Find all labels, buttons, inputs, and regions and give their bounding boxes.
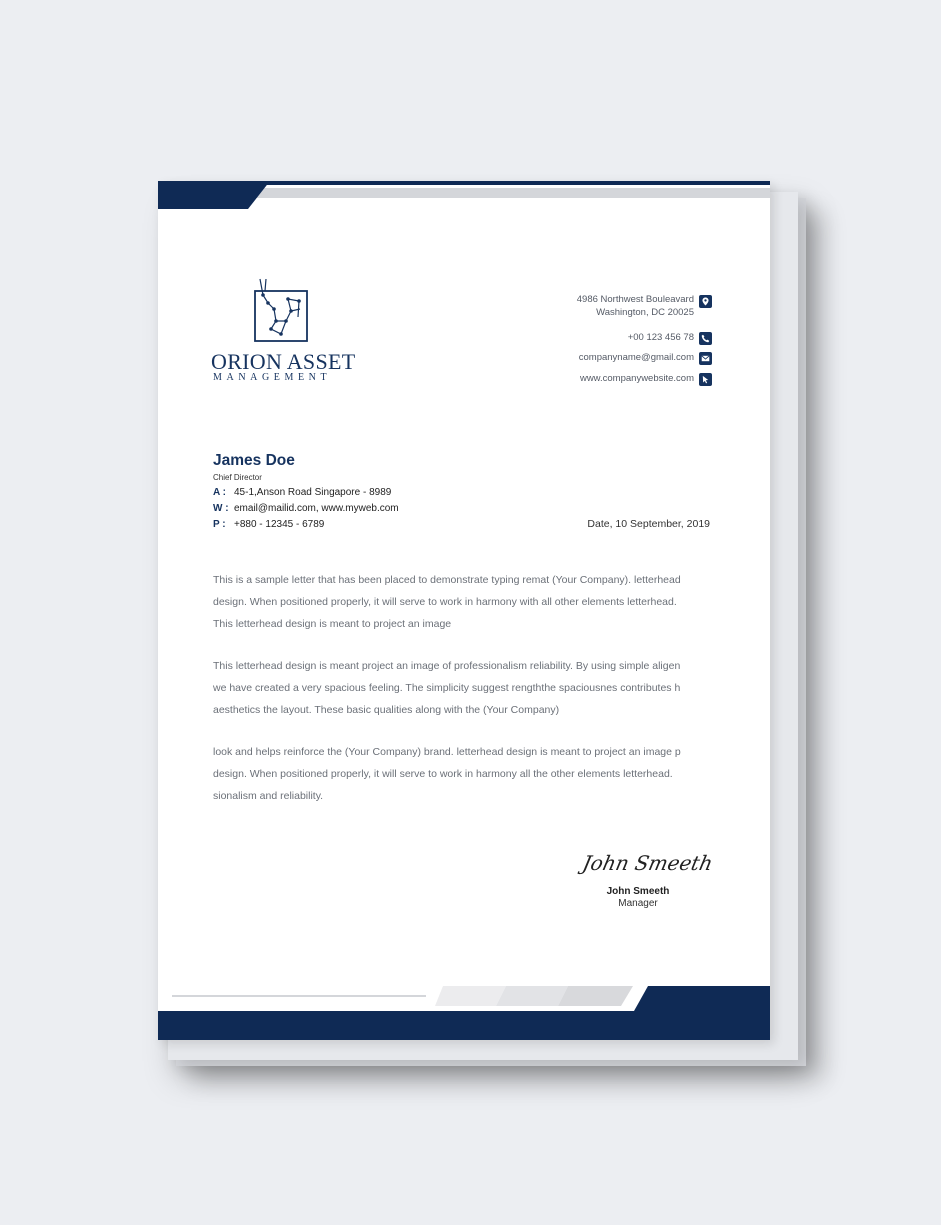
letter-date: Date, 10 September, 2019: [587, 518, 710, 530]
cursor-icon: [699, 373, 712, 386]
email-address[interactable]: companyname@gmail.com: [578, 352, 694, 363]
address-line-1: 4986 Northwest Bouleavard: [576, 294, 694, 305]
address-label: A :: [213, 487, 226, 498]
recipient-name: James Doe: [213, 452, 295, 469]
top-header-band: [158, 181, 770, 211]
signatory-role: Manager: [618, 898, 658, 909]
body-paragraph-3: [213, 741, 713, 807]
company-subtitle: MANAGEMENT: [213, 372, 332, 383]
location-pin-icon: [699, 295, 712, 308]
body-line: This letterhead design is meant to project an image: [213, 618, 452, 630]
constellation-logo-icon: [248, 277, 310, 345]
address-line-2: Washington, DC 20025: [596, 307, 694, 318]
footer-band: [158, 981, 770, 1040]
envelope-icon: [699, 352, 712, 365]
body-paragraph-1: [213, 569, 713, 635]
body-line: aesthetics the layout. These basic qualities along with the (Your Company): [213, 704, 560, 716]
letterhead-sheet: [158, 181, 770, 1040]
body-line: This is a sample letter that has been placed to demonstrate typing remat (Your Company). letterhead: [213, 574, 681, 586]
recipient-address: 45-1,Anson Road Singapore - 8989: [234, 487, 392, 498]
recipient-web[interactable]: email@mailid.com, www.myweb.com: [234, 503, 399, 514]
recipient-web-row: [213, 503, 399, 514]
recipient-phone-row: [213, 519, 324, 530]
phone-icon: [699, 332, 712, 345]
company-name: ORION ASSET: [211, 349, 356, 374]
phone-label: P :: [213, 519, 226, 530]
body-line: design. When positioned properly, it will serve to work in harmony all the other elements letterhead.: [213, 768, 673, 780]
body-line: sionalism and reliability.: [213, 790, 324, 802]
phone-number: +00 123 456 78: [627, 332, 694, 343]
website-link[interactable]: www.companywebsite.com: [579, 373, 694, 384]
recipient-address-row: [213, 487, 391, 498]
recipient-title: Chief Director: [213, 473, 262, 482]
body-line: design. When positioned properly, it will serve to work in harmony with all other elements letterhead.: [213, 596, 677, 608]
body-line: we have created a very spacious feeling. The simplicity suggest rengththe spaciousnes contributes h: [213, 682, 681, 694]
web-label: W :: [213, 503, 229, 514]
signatory-name: John Smeeth: [606, 886, 670, 897]
handwritten-signature: John Smeeth: [580, 851, 715, 875]
body-line: look and helps reinforce the (Your Company) brand. letterhead design is meant to project an image p: [213, 746, 681, 758]
body-line: This letterhead design is meant project an image of professionalism reliability. By using simple aligen: [213, 660, 681, 672]
recipient-phone: +880 - 12345 - 6789: [234, 519, 325, 530]
body-paragraph-2: [213, 655, 713, 721]
